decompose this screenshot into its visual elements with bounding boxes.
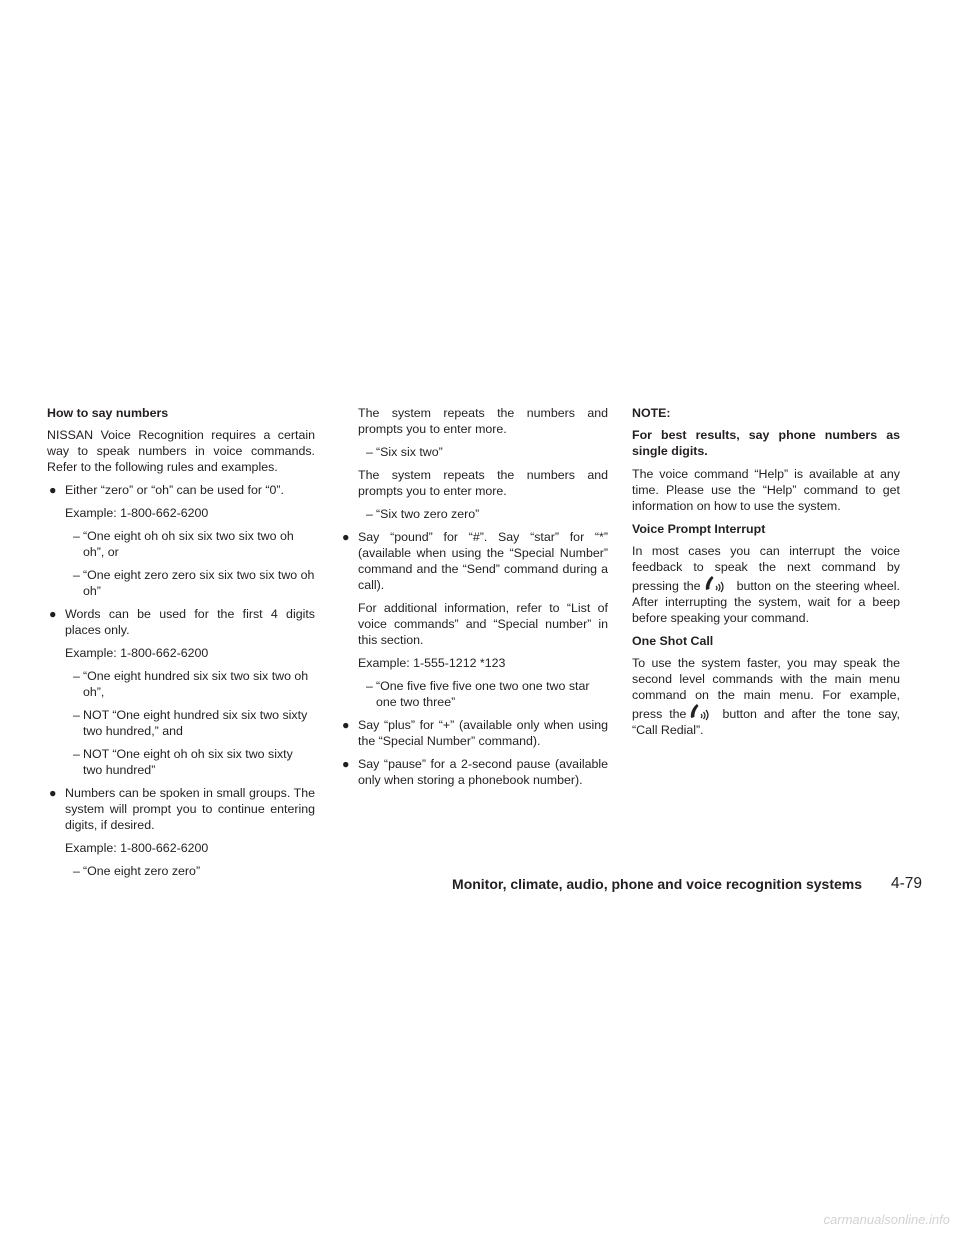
dash-text: “Six six two” — [376, 445, 443, 459]
dash-item — [47, 528, 315, 560]
footer-section-title: Monitor, climate, audio, phone and voice recognition systems — [452, 876, 862, 892]
bullet-text: Say “pause” for a 2-second pause (available only when storing a phonebook number). — [358, 757, 608, 787]
paragraph-repeat: The system repeats the numbers and prompts you to enter more. — [358, 468, 608, 498]
dash-mark: – — [366, 507, 373, 521]
bullet-zero-oh — [47, 482, 315, 498]
page-number: 4-79 — [890, 875, 922, 892]
dash-text: “One five five five one two one two star one two three” — [376, 679, 590, 709]
dash-item — [47, 707, 315, 739]
dash-text: “One eight hundred six six two six two oh oh”, — [83, 669, 309, 699]
oneshot-paragraph — [632, 655, 900, 738]
column-left — [47, 405, 315, 886]
bullet-dot: ● — [49, 607, 57, 621]
bullet-pound-star — [340, 529, 608, 593]
heading-voice-prompt-interrupt: Voice Prompt Interrupt — [632, 522, 766, 536]
heading-one-shot-call: One Shot Call — [632, 634, 714, 648]
dash-text: “One eight zero zero” — [83, 864, 201, 878]
help-paragraph: The voice command “Help” is available at any time. Please use the “Help” command to get information on how to use the system. — [632, 467, 900, 513]
dash-item — [47, 668, 315, 700]
dash-item — [47, 567, 315, 599]
dash-mark: – — [366, 445, 373, 459]
paragraph-text: button and after the tone say, “Call Redial”. — [632, 707, 901, 737]
intro-paragraph: NISSAN Voice Recognition requires a certain way to speak numbers in voice commands. Refer to the following rules and examples. — [47, 428, 315, 474]
example-line: Example: 1-800-662-6200 — [65, 841, 209, 855]
paragraph-text: In most cases you can interrupt the voice feedback to speak the next command by pressing the — [632, 544, 900, 593]
bullet-dot: ● — [342, 718, 350, 732]
bullet-dot: ● — [49, 483, 57, 497]
dash-item — [340, 506, 608, 522]
dash-mark: – — [73, 669, 80, 683]
dash-text: “Six two zero zero” — [376, 507, 480, 521]
paragraph-repeat: The system repeats the numbers and prompts you to enter more. — [358, 406, 608, 436]
bullet-words-digits — [47, 606, 315, 638]
dash-item — [340, 444, 608, 460]
paragraph-info: For additional information, refer to “List of voice commands” and “Special number” in this section. — [358, 601, 608, 647]
example-line: Example: 1-800-662-6200 — [65, 506, 209, 520]
dash-mark: – — [73, 747, 80, 761]
dash-mark: – — [73, 568, 80, 582]
interrupt-paragraph — [632, 543, 900, 626]
dash-text: NOT “One eight oh oh six six two sixty two hundred” — [83, 747, 293, 777]
phone-voice-icon — [688, 703, 716, 719]
bullet-dot: ● — [342, 757, 350, 771]
phone-voice-icon — [703, 575, 731, 591]
dash-item — [47, 863, 315, 879]
bullet-text: Say “plus” for “+” (available only when using the “Special Number” command). — [358, 718, 608, 748]
dash-text: NOT “One eight hundred six six two sixty two hundred,” and — [83, 708, 308, 738]
example-line: Example: 1-555-1212 *123 — [358, 656, 506, 670]
dash-mark: – — [73, 864, 80, 878]
dash-item — [340, 678, 608, 710]
dash-mark: – — [366, 679, 373, 693]
bullet-dot: ● — [342, 530, 350, 544]
bullet-text: Either “zero” or “oh” can be used for “0”. — [65, 483, 284, 497]
bullet-text: Words can be used for the first 4 digits places only. — [65, 607, 315, 637]
bullet-pause — [340, 756, 608, 788]
watermark: carmanualsonline.info — [823, 1212, 950, 1227]
column-middle — [340, 405, 608, 795]
paragraph-text: button on the steering wheel. After interrupting the system, wait for a beep before speaking your command. — [632, 579, 900, 625]
paragraph-text: To use the system faster, you may speak the second level commands with the main menu command on the main menu. For example, press the — [632, 656, 900, 721]
dash-text: “One eight zero zero six six two six two oh oh” — [83, 568, 315, 598]
bullet-dot: ● — [49, 786, 57, 800]
dash-item — [47, 746, 315, 778]
dash-mark: – — [73, 708, 80, 722]
bullet-text: Say “pound” for “#”. Say “star” for “*” (available when using the “Special Number” command and the “Send” command during a call). — [358, 530, 608, 592]
column-right — [632, 405, 900, 745]
note-text: For best results, say phone numbers as single digits. — [632, 428, 900, 458]
dash-mark: – — [73, 529, 80, 543]
page-footer — [452, 876, 922, 898]
heading-how-to-say-numbers: How to say numbers — [47, 406, 169, 420]
note-label: NOTE: — [632, 406, 671, 420]
bullet-text: Numbers can be spoken in small groups. The system will prompt you to continue entering digits, if desired. — [65, 786, 315, 832]
bullet-small-groups — [47, 785, 315, 833]
dash-text: “One eight oh oh six six two six two oh oh”, or — [83, 529, 294, 559]
example-line: Example: 1-800-662-6200 — [65, 646, 209, 660]
bullet-plus — [340, 717, 608, 749]
